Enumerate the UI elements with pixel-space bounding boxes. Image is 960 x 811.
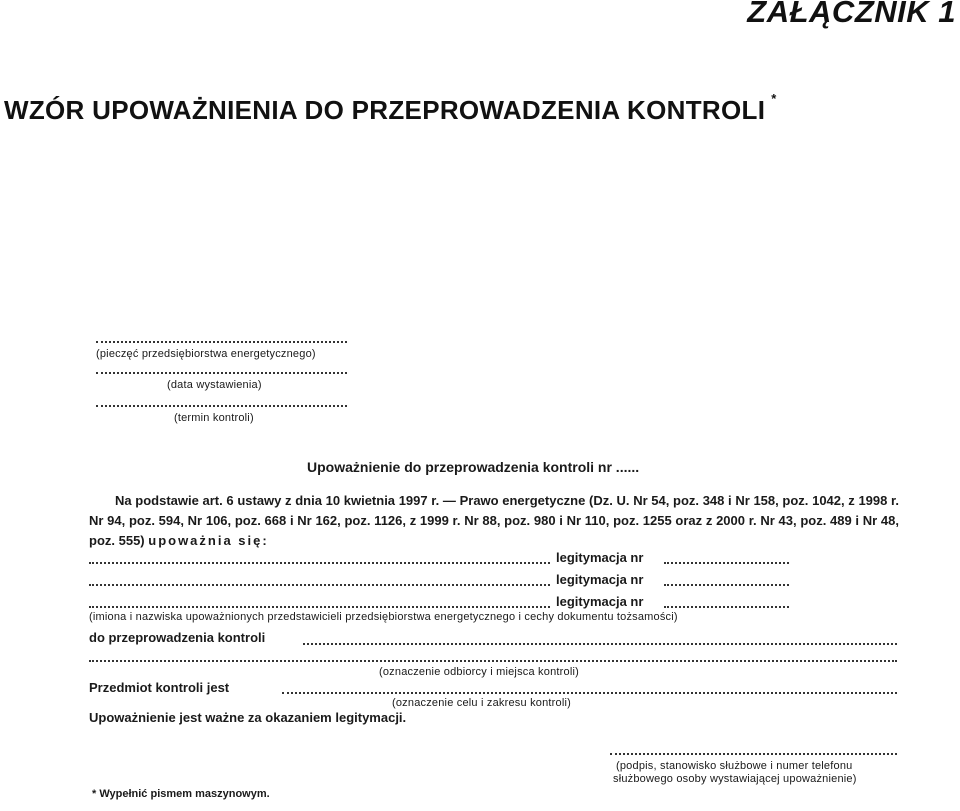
footnote: * Wypełnić pismem maszynowym.: [92, 788, 270, 800]
date-field-line: [96, 372, 347, 374]
legal-basis-text: Na podstawie art. 6 ustawy z dnia 10 kwietnia 1997 r. — Prawo energetyczne (Dz. U. Nr 54, poz. 348 i Nr 158, poz. 1042, z 1998 r. Nr 94, poz. 594, Nr 106, poz. 668 i Nr 162, poz. 1126, z 1999 r. Nr 88, poz. 980 i Nr 110, poz. 1255 oraz z 2000 r. Nr 43, poz. 489 i Nr 48, poz. 555): [89, 493, 899, 548]
deadline-caption: (termin kontroli): [174, 412, 254, 424]
stamp-caption: (pieczęć przedsiębiorstwa energetycznego): [96, 348, 316, 360]
annex-label: ZAŁĄCZNIK 1: [747, 0, 956, 29]
person-3-id-line: [664, 606, 789, 608]
subject-line: [282, 692, 897, 694]
form-title: Upoważnienie do przeprowadzenia kontroli nr ......: [307, 459, 640, 475]
signature-caption-1: (podpis, stanowisko służbowe i numer telefonu: [616, 760, 853, 772]
signature-caption-2: służbowego osoby wystawiającej upoważnienie): [613, 773, 857, 785]
title-footnote-marker: *: [771, 91, 777, 107]
person-2-line: [89, 584, 550, 586]
person-3-line: [89, 606, 550, 608]
person-2-id-line: [664, 584, 789, 586]
page-title-text: WZÓR UPOWAŻNIENIA DO PRZEPROWADZENIA KONTROLI: [4, 95, 766, 125]
subject-label: Przedmiot kontroli jest: [89, 680, 230, 695]
authorizes-text: upoważnia się:: [148, 533, 269, 548]
to-conduct-label: do przeprowadzenia kontroli: [89, 630, 266, 645]
recipient-line-2: [89, 660, 897, 662]
recipient-line-1: [303, 643, 897, 645]
person-3-id-label: legitymacja nr: [556, 594, 644, 609]
person-2-id-label: legitymacja nr: [556, 572, 644, 587]
person-1-line: [89, 562, 550, 564]
recipient-caption: (oznaczenie odbiorcy i miejsca kontroli): [379, 666, 579, 678]
legal-basis-paragraph: [89, 491, 899, 551]
deadline-field-line: [96, 405, 347, 407]
persons-caption: (imiona i nazwiska upoważnionych przedstawicieli przedsiębiorstwa energetycznego i cechy dokumentu tożsamości): [89, 611, 678, 623]
validity-text: Upoważnienie jest ważne za okazaniem legitymacji.: [89, 710, 407, 725]
person-1-id-line: [664, 562, 789, 564]
stamp-field-line: [96, 341, 347, 343]
date-caption: (data wystawienia): [167, 379, 262, 391]
signature-line: [610, 753, 897, 755]
purpose-caption: (oznaczenie celu i zakresu kontroli): [392, 697, 571, 709]
person-1-id-label: legitymacja nr: [556, 550, 644, 565]
